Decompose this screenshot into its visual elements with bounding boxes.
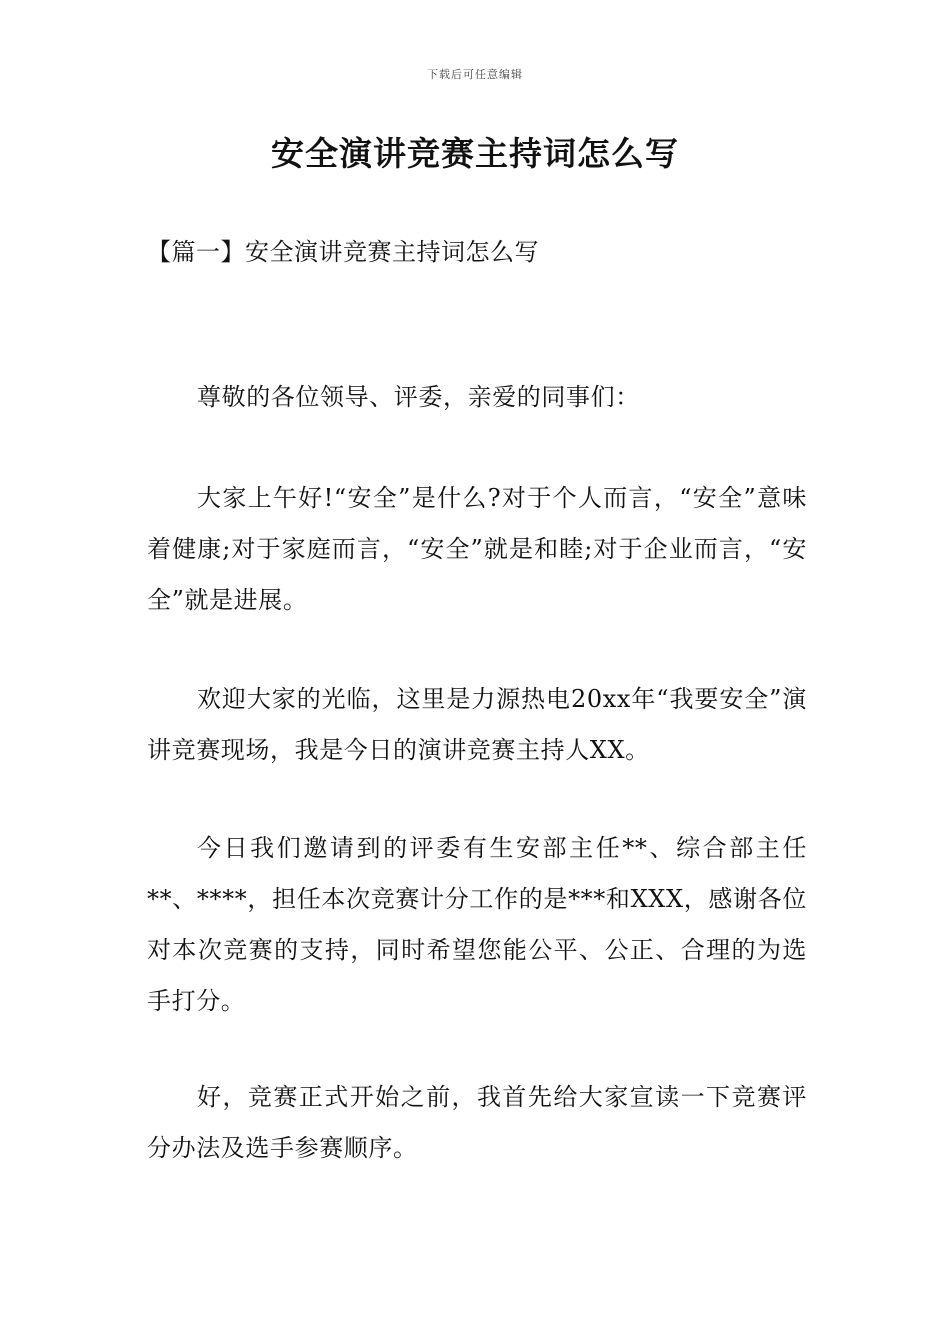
paragraph-welcome: 欢迎大家的光临，这里是力源热电20xx年“我要安全”演讲竞赛现场，我是今日的演讲竞赛主持人XX。 <box>147 685 807 764</box>
paragraph-rules: 好，竞赛正式开始之前，我首先给大家宣读一下竞赛评分办法及选手参赛顺序。 <box>147 1083 807 1162</box>
paragraph-greeting: 尊敬的各位领导、评委，亲爱的同事们： <box>197 383 640 411</box>
section-heading: 【篇一】安全演讲竞赛主持词怎么写 <box>147 238 539 266</box>
document-title: 安全演讲竞赛主持词怎么写 <box>271 134 679 173</box>
paragraph-safety-meaning: 大家上午好!“安全”是什么?对于个人而言，“安全”意味着健康;对于家庭而言，“安全”就是和睦;对于企业而言，“安全”就是进展。 <box>147 484 807 614</box>
paragraph-judges: 今日我们邀请到的评委有生安部主任**、综合部主任**、****，担任本次竞赛计分工作的是***和XXX，感谢各位对本次竞赛的支持，同时希望您能公平、公正、合理的为选手打分。 <box>147 834 807 1015</box>
header-note: 下载后可任意编辑 <box>427 68 523 81</box>
